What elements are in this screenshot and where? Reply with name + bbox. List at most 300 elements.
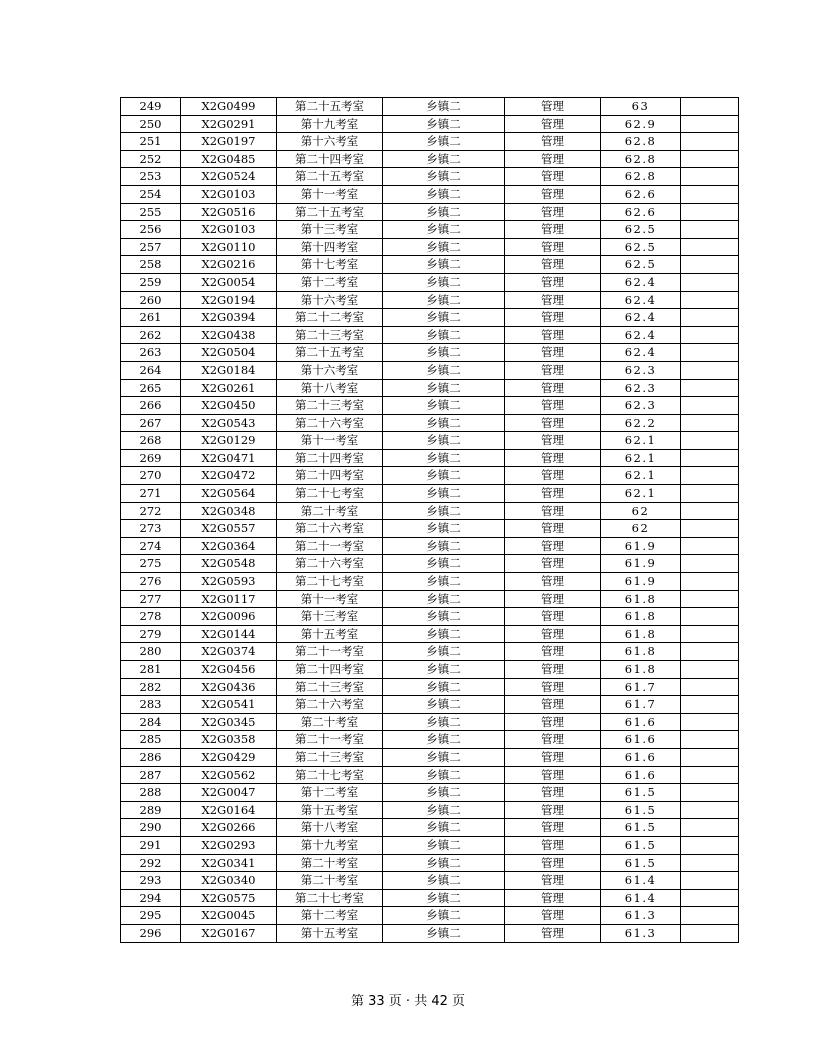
exam-room-cell: 第二十五考室	[277, 168, 383, 186]
score-cell: 61.4	[601, 889, 681, 907]
category-cell: 管理	[505, 678, 601, 696]
exam-room-cell: 第二十四考室	[277, 467, 383, 485]
ticket-number-cell: X2G0524	[181, 168, 277, 186]
exam-room-cell: 第十五考室	[277, 801, 383, 819]
table-row	[121, 273, 739, 291]
position-group-cell: 乡镇二	[383, 485, 505, 503]
ticket-number-cell: X2G0096	[181, 608, 277, 626]
remark-cell	[681, 379, 739, 397]
score-table	[120, 97, 739, 943]
rank-cell: 255	[121, 203, 181, 221]
category-cell: 管理	[505, 801, 601, 819]
exam-room-cell: 第二十六考室	[277, 414, 383, 432]
position-group-cell: 乡镇二	[383, 924, 505, 942]
ticket-number-cell: X2G0341	[181, 854, 277, 872]
remark-cell	[681, 344, 739, 362]
category-cell: 管理	[505, 397, 601, 415]
table-row	[121, 203, 739, 221]
remark-cell	[681, 872, 739, 890]
rank-cell: 269	[121, 449, 181, 467]
remark-cell	[681, 291, 739, 309]
category-cell: 管理	[505, 608, 601, 626]
ticket-number-cell: X2G0103	[181, 185, 277, 203]
position-group-cell: 乡镇二	[383, 784, 505, 802]
category-cell: 管理	[505, 661, 601, 679]
category-cell: 管理	[505, 467, 601, 485]
score-cell: 61.8	[601, 643, 681, 661]
remark-cell	[681, 115, 739, 133]
category-cell: 管理	[505, 907, 601, 925]
remark-cell	[681, 731, 739, 749]
table-row	[121, 608, 739, 626]
table-row	[121, 555, 739, 573]
score-cell: 62	[601, 520, 681, 538]
position-group-cell: 乡镇二	[383, 748, 505, 766]
category-cell: 管理	[505, 766, 601, 784]
position-group-cell: 乡镇二	[383, 907, 505, 925]
exam-room-cell: 第二十四考室	[277, 661, 383, 679]
table-row	[121, 590, 739, 608]
score-cell: 62.4	[601, 309, 681, 327]
category-cell: 管理	[505, 784, 601, 802]
exam-room-cell: 第十三考室	[277, 608, 383, 626]
score-cell: 61.8	[601, 625, 681, 643]
ticket-number-cell: X2G0450	[181, 397, 277, 415]
remark-cell	[681, 573, 739, 591]
exam-room-cell: 第二十六考室	[277, 696, 383, 714]
category-cell: 管理	[505, 520, 601, 538]
rank-cell: 258	[121, 256, 181, 274]
exam-room-cell: 第二十六考室	[277, 555, 383, 573]
position-group-cell: 乡镇二	[383, 819, 505, 837]
position-group-cell: 乡镇二	[383, 449, 505, 467]
exam-room-cell: 第二十四考室	[277, 449, 383, 467]
ticket-number-cell: X2G0197	[181, 133, 277, 151]
category-cell: 管理	[505, 924, 601, 942]
table-row	[121, 379, 739, 397]
ticket-number-cell: X2G0364	[181, 537, 277, 555]
category-cell: 管理	[505, 713, 601, 731]
remark-cell	[681, 133, 739, 151]
remark-cell	[681, 801, 739, 819]
category-cell: 管理	[505, 748, 601, 766]
ticket-number-cell: X2G0261	[181, 379, 277, 397]
rank-cell: 281	[121, 661, 181, 679]
exam-room-cell: 第二十六考室	[277, 520, 383, 538]
rank-cell: 249	[121, 98, 181, 116]
category-cell: 管理	[505, 590, 601, 608]
exam-room-cell: 第十一考室	[277, 590, 383, 608]
ticket-number-cell: X2G0374	[181, 643, 277, 661]
ticket-number-cell: X2G0543	[181, 414, 277, 432]
exam-room-cell: 第十八考室	[277, 379, 383, 397]
remark-cell	[681, 643, 739, 661]
exam-room-cell: 第二十七考室	[277, 766, 383, 784]
ticket-number-cell: X2G0504	[181, 344, 277, 362]
ticket-number-cell: X2G0167	[181, 924, 277, 942]
position-group-cell: 乡镇二	[383, 291, 505, 309]
ticket-number-cell: X2G0593	[181, 573, 277, 591]
score-cell: 62.6	[601, 203, 681, 221]
table-row	[121, 872, 739, 890]
score-cell: 62.5	[601, 256, 681, 274]
exam-room-cell: 第二十二考室	[277, 309, 383, 327]
rank-cell: 290	[121, 819, 181, 837]
rank-cell: 254	[121, 185, 181, 203]
ticket-number-cell: X2G0575	[181, 889, 277, 907]
ticket-number-cell: X2G0485	[181, 150, 277, 168]
table-row	[121, 150, 739, 168]
remark-cell	[681, 555, 739, 573]
position-group-cell: 乡镇二	[383, 731, 505, 749]
rank-cell: 291	[121, 836, 181, 854]
remark-cell	[681, 608, 739, 626]
ticket-number-cell: X2G0562	[181, 766, 277, 784]
position-group-cell: 乡镇二	[383, 185, 505, 203]
category-cell: 管理	[505, 573, 601, 591]
ticket-number-cell: X2G0438	[181, 326, 277, 344]
ticket-number-cell: X2G0472	[181, 467, 277, 485]
remark-cell	[681, 397, 739, 415]
rank-cell: 287	[121, 766, 181, 784]
score-cell: 61.5	[601, 801, 681, 819]
position-group-cell: 乡镇二	[383, 238, 505, 256]
table-row	[121, 414, 739, 432]
table-row	[121, 344, 739, 362]
position-group-cell: 乡镇二	[383, 872, 505, 890]
rank-cell: 286	[121, 748, 181, 766]
remark-cell	[681, 502, 739, 520]
exam-room-cell: 第十九考室	[277, 836, 383, 854]
ticket-number-cell: X2G0144	[181, 625, 277, 643]
position-group-cell: 乡镇二	[383, 520, 505, 538]
remark-cell	[681, 467, 739, 485]
rank-cell: 250	[121, 115, 181, 133]
table-row	[121, 449, 739, 467]
ticket-number-cell: X2G0358	[181, 731, 277, 749]
ticket-number-cell: X2G0516	[181, 203, 277, 221]
score-cell: 62.3	[601, 397, 681, 415]
score-cell: 61.3	[601, 924, 681, 942]
score-cell: 62.1	[601, 432, 681, 450]
table-row	[121, 766, 739, 784]
rank-cell: 273	[121, 520, 181, 538]
rank-cell: 274	[121, 537, 181, 555]
score-cell: 61.5	[601, 819, 681, 837]
remark-cell	[681, 696, 739, 714]
table-row	[121, 731, 739, 749]
exam-room-cell: 第十一考室	[277, 185, 383, 203]
exam-room-cell: 第十九考室	[277, 115, 383, 133]
position-group-cell: 乡镇二	[383, 379, 505, 397]
remark-cell	[681, 432, 739, 450]
position-group-cell: 乡镇二	[383, 361, 505, 379]
category-cell: 管理	[505, 889, 601, 907]
remark-cell	[681, 537, 739, 555]
position-group-cell: 乡镇二	[383, 573, 505, 591]
remark-cell	[681, 361, 739, 379]
rank-cell: 275	[121, 555, 181, 573]
category-cell: 管理	[505, 854, 601, 872]
category-cell: 管理	[505, 273, 601, 291]
exam-room-cell: 第二十七考室	[277, 889, 383, 907]
score-cell: 63	[601, 98, 681, 116]
score-cell: 61.5	[601, 854, 681, 872]
rank-cell: 270	[121, 467, 181, 485]
ticket-number-cell: X2G0184	[181, 361, 277, 379]
exam-room-cell: 第二十考室	[277, 502, 383, 520]
rank-cell: 294	[121, 889, 181, 907]
remark-cell	[681, 414, 739, 432]
score-cell: 62.3	[601, 379, 681, 397]
exam-room-cell: 第二十考室	[277, 872, 383, 890]
ticket-number-cell: X2G0394	[181, 309, 277, 327]
score-cell: 61.3	[601, 907, 681, 925]
rank-cell: 266	[121, 397, 181, 415]
remark-cell	[681, 485, 739, 503]
exam-room-cell: 第十五考室	[277, 625, 383, 643]
ticket-number-cell: X2G0117	[181, 590, 277, 608]
ticket-number-cell: X2G0345	[181, 713, 277, 731]
exam-room-cell: 第二十七考室	[277, 485, 383, 503]
category-cell: 管理	[505, 221, 601, 239]
ticket-number-cell: X2G0047	[181, 784, 277, 802]
category-cell: 管理	[505, 502, 601, 520]
score-cell: 62.8	[601, 133, 681, 151]
table-row	[121, 98, 739, 116]
exam-room-cell: 第十二考室	[277, 784, 383, 802]
position-group-cell: 乡镇二	[383, 625, 505, 643]
table-row	[121, 537, 739, 555]
exam-room-cell: 第十六考室	[277, 133, 383, 151]
category-cell: 管理	[505, 555, 601, 573]
remark-cell	[681, 449, 739, 467]
table-row	[121, 238, 739, 256]
exam-room-cell: 第二十三考室	[277, 326, 383, 344]
score-cell: 61.8	[601, 661, 681, 679]
table-row	[121, 520, 739, 538]
rank-cell: 282	[121, 678, 181, 696]
ticket-number-cell: X2G0436	[181, 678, 277, 696]
rank-cell: 283	[121, 696, 181, 714]
exam-room-cell: 第二十三考室	[277, 397, 383, 415]
table-body	[121, 98, 739, 943]
position-group-cell: 乡镇二	[383, 608, 505, 626]
ticket-number-cell: X2G0291	[181, 115, 277, 133]
ticket-number-cell: X2G0103	[181, 221, 277, 239]
score-cell: 61.5	[601, 784, 681, 802]
rank-cell: 296	[121, 924, 181, 942]
table-row	[121, 836, 739, 854]
position-group-cell: 乡镇二	[383, 555, 505, 573]
category-cell: 管理	[505, 309, 601, 327]
rank-cell: 279	[121, 625, 181, 643]
table-row	[121, 643, 739, 661]
exam-room-cell: 第十六考室	[277, 361, 383, 379]
ticket-number-cell: X2G0164	[181, 801, 277, 819]
ticket-number-cell: X2G0471	[181, 449, 277, 467]
remark-cell	[681, 924, 739, 942]
position-group-cell: 乡镇二	[383, 766, 505, 784]
score-cell: 61.4	[601, 872, 681, 890]
category-cell: 管理	[505, 836, 601, 854]
table-row	[121, 748, 739, 766]
score-cell: 61.9	[601, 573, 681, 591]
rank-cell: 252	[121, 150, 181, 168]
exam-room-cell: 第二十四考室	[277, 150, 383, 168]
exam-room-cell: 第十二考室	[277, 907, 383, 925]
remark-cell	[681, 590, 739, 608]
category-cell: 管理	[505, 361, 601, 379]
exam-room-cell: 第二十一考室	[277, 643, 383, 661]
position-group-cell: 乡镇二	[383, 203, 505, 221]
exam-room-cell: 第二十五考室	[277, 344, 383, 362]
rank-cell: 262	[121, 326, 181, 344]
table-row	[121, 485, 739, 503]
ticket-number-cell: X2G0293	[181, 836, 277, 854]
position-group-cell: 乡镇二	[383, 889, 505, 907]
position-group-cell: 乡镇二	[383, 432, 505, 450]
remark-cell	[681, 784, 739, 802]
position-group-cell: 乡镇二	[383, 502, 505, 520]
rank-cell: 288	[121, 784, 181, 802]
category-cell: 管理	[505, 731, 601, 749]
score-cell: 62.1	[601, 467, 681, 485]
remark-cell	[681, 185, 739, 203]
table-row	[121, 713, 739, 731]
score-cell: 62.4	[601, 344, 681, 362]
position-group-cell: 乡镇二	[383, 467, 505, 485]
table-row	[121, 256, 739, 274]
remark-cell	[681, 238, 739, 256]
category-cell: 管理	[505, 379, 601, 397]
position-group-cell: 乡镇二	[383, 537, 505, 555]
category-cell: 管理	[505, 643, 601, 661]
remark-cell	[681, 98, 739, 116]
table-row	[121, 625, 739, 643]
rank-cell: 284	[121, 713, 181, 731]
table-row	[121, 907, 739, 925]
position-group-cell: 乡镇二	[383, 643, 505, 661]
exam-room-cell: 第十五考室	[277, 924, 383, 942]
score-cell: 62.1	[601, 485, 681, 503]
score-cell: 62.4	[601, 273, 681, 291]
position-group-cell: 乡镇二	[383, 836, 505, 854]
category-cell: 管理	[505, 485, 601, 503]
remark-cell	[681, 625, 739, 643]
ticket-number-cell: X2G0429	[181, 748, 277, 766]
position-group-cell: 乡镇二	[383, 98, 505, 116]
table-row	[121, 291, 739, 309]
remark-cell	[681, 766, 739, 784]
score-cell: 61.8	[601, 608, 681, 626]
position-group-cell: 乡镇二	[383, 854, 505, 872]
exam-room-cell: 第十七考室	[277, 256, 383, 274]
remark-cell	[681, 889, 739, 907]
category-cell: 管理	[505, 414, 601, 432]
table-row	[121, 696, 739, 714]
score-cell: 62.6	[601, 185, 681, 203]
rank-cell: 276	[121, 573, 181, 591]
category-cell: 管理	[505, 449, 601, 467]
score-cell: 62	[601, 502, 681, 520]
remark-cell	[681, 854, 739, 872]
exam-room-cell: 第十四考室	[277, 238, 383, 256]
remark-cell	[681, 520, 739, 538]
category-cell: 管理	[505, 168, 601, 186]
table-row	[121, 502, 739, 520]
category-cell: 管理	[505, 819, 601, 837]
position-group-cell: 乡镇二	[383, 168, 505, 186]
rank-cell: 251	[121, 133, 181, 151]
remark-cell	[681, 836, 739, 854]
rank-cell: 264	[121, 361, 181, 379]
position-group-cell: 乡镇二	[383, 397, 505, 415]
table-row	[121, 467, 739, 485]
ticket-number-cell: X2G0340	[181, 872, 277, 890]
score-cell: 62.8	[601, 168, 681, 186]
category-cell: 管理	[505, 115, 601, 133]
position-group-cell: 乡镇二	[383, 801, 505, 819]
score-cell: 61.6	[601, 748, 681, 766]
ticket-number-cell: X2G0045	[181, 907, 277, 925]
table-row	[121, 924, 739, 942]
score-cell: 62.5	[601, 238, 681, 256]
exam-room-cell: 第二十考室	[277, 713, 383, 731]
position-group-cell: 乡镇二	[383, 309, 505, 327]
category-cell: 管理	[505, 238, 601, 256]
remark-cell	[681, 221, 739, 239]
remark-cell	[681, 748, 739, 766]
rank-cell: 280	[121, 643, 181, 661]
ticket-number-cell: X2G0564	[181, 485, 277, 503]
table-row	[121, 397, 739, 415]
remark-cell	[681, 819, 739, 837]
category-cell: 管理	[505, 625, 601, 643]
position-group-cell: 乡镇二	[383, 661, 505, 679]
table-row	[121, 573, 739, 591]
ticket-number-cell: X2G0456	[181, 661, 277, 679]
score-cell: 61.7	[601, 678, 681, 696]
ticket-number-cell: X2G0216	[181, 256, 277, 274]
category-cell: 管理	[505, 291, 601, 309]
rank-cell: 265	[121, 379, 181, 397]
ticket-number-cell: X2G0348	[181, 502, 277, 520]
score-cell: 62.4	[601, 291, 681, 309]
rank-cell: 272	[121, 502, 181, 520]
score-cell: 62.9	[601, 115, 681, 133]
score-cell: 61.9	[601, 555, 681, 573]
table-row	[121, 309, 739, 327]
remark-cell	[681, 907, 739, 925]
category-cell: 管理	[505, 150, 601, 168]
ticket-number-cell: X2G0129	[181, 432, 277, 450]
rank-cell: 259	[121, 273, 181, 291]
score-cell: 62.4	[601, 326, 681, 344]
rank-cell: 295	[121, 907, 181, 925]
rank-cell: 257	[121, 238, 181, 256]
table-row	[121, 326, 739, 344]
position-group-cell: 乡镇二	[383, 273, 505, 291]
rank-cell: 289	[121, 801, 181, 819]
position-group-cell: 乡镇二	[383, 150, 505, 168]
rank-cell: 256	[121, 221, 181, 239]
score-cell: 61.6	[601, 766, 681, 784]
remark-cell	[681, 678, 739, 696]
rank-cell: 253	[121, 168, 181, 186]
remark-cell	[681, 256, 739, 274]
score-cell: 62.1	[601, 449, 681, 467]
